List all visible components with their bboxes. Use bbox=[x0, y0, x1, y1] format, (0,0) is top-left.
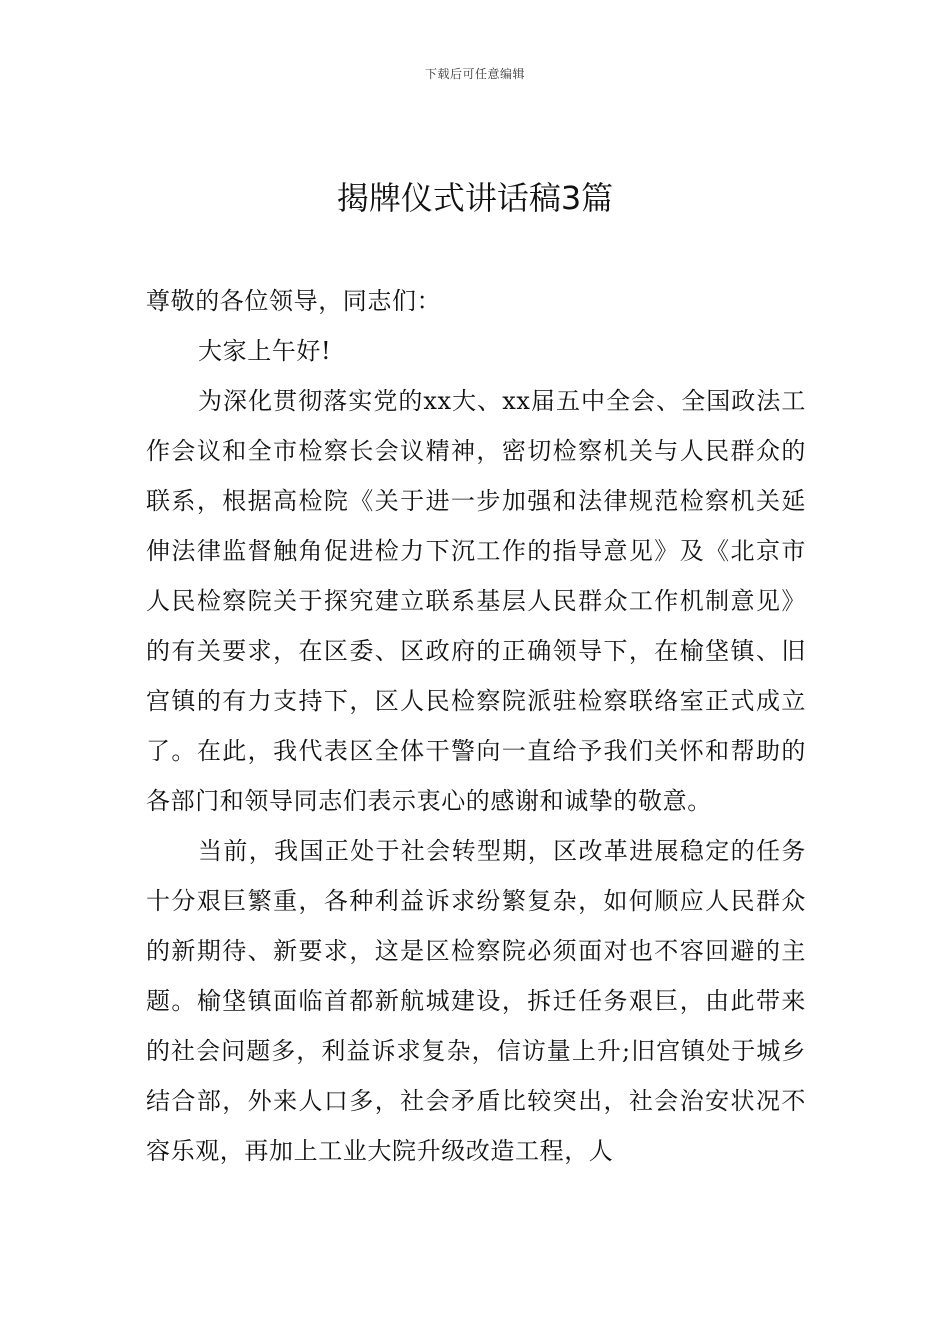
document-body bbox=[146, 276, 806, 1176]
header-note: 下载后可任意编辑 bbox=[424, 67, 525, 81]
document-title: 揭牌仪式讲话稿3篇 bbox=[336, 179, 614, 217]
salutation: 尊敬的各位领导，同志们： bbox=[146, 287, 442, 315]
paragraph-1: 为深化贯彻落实党的xx大、xx届五中全会、全国政法工作会议和全市检察长会议精神，密切检察机关与人民群众的联系，根据高检院《关于进一步加强和法律规范检察机关延伸法律监督触角促进检力下沉工作的指导意见》及《北京市人民检察院关于探究建立联系基层人民群众工作机制意见》的有关要求，在区委、区政府的正确领导下，在榆垡镇、旧宫镇的有力支持下，区人民检察院派驻检察联络室正式成立了。在此，我代表区全体干警向一直给予我们关怀和帮助的各部门和领导同志们表示衷心的感谢和诚挚的敬意。 bbox=[146, 387, 806, 815]
greeting: 大家上午好! bbox=[198, 337, 332, 365]
paragraph-2: 当前，我国正处于社会转型期，区改革进展稳定的任务十分艰巨繁重，各种利益诉求纷繁复杂，如何顺应人民群众的新期待、新要求，这是区检察院必须面对也不容回避的主题。榆垡镇面临首都新航城建设，拆迁任务艰巨，由此带来的社会问题多，利益诉求复杂，信访量上升;旧宫镇处于城乡结合部，外来人口多，社会矛盾比较突出，社会治安状况不容乐观，再加上工业大院升级改造工程，人 bbox=[146, 837, 806, 1165]
